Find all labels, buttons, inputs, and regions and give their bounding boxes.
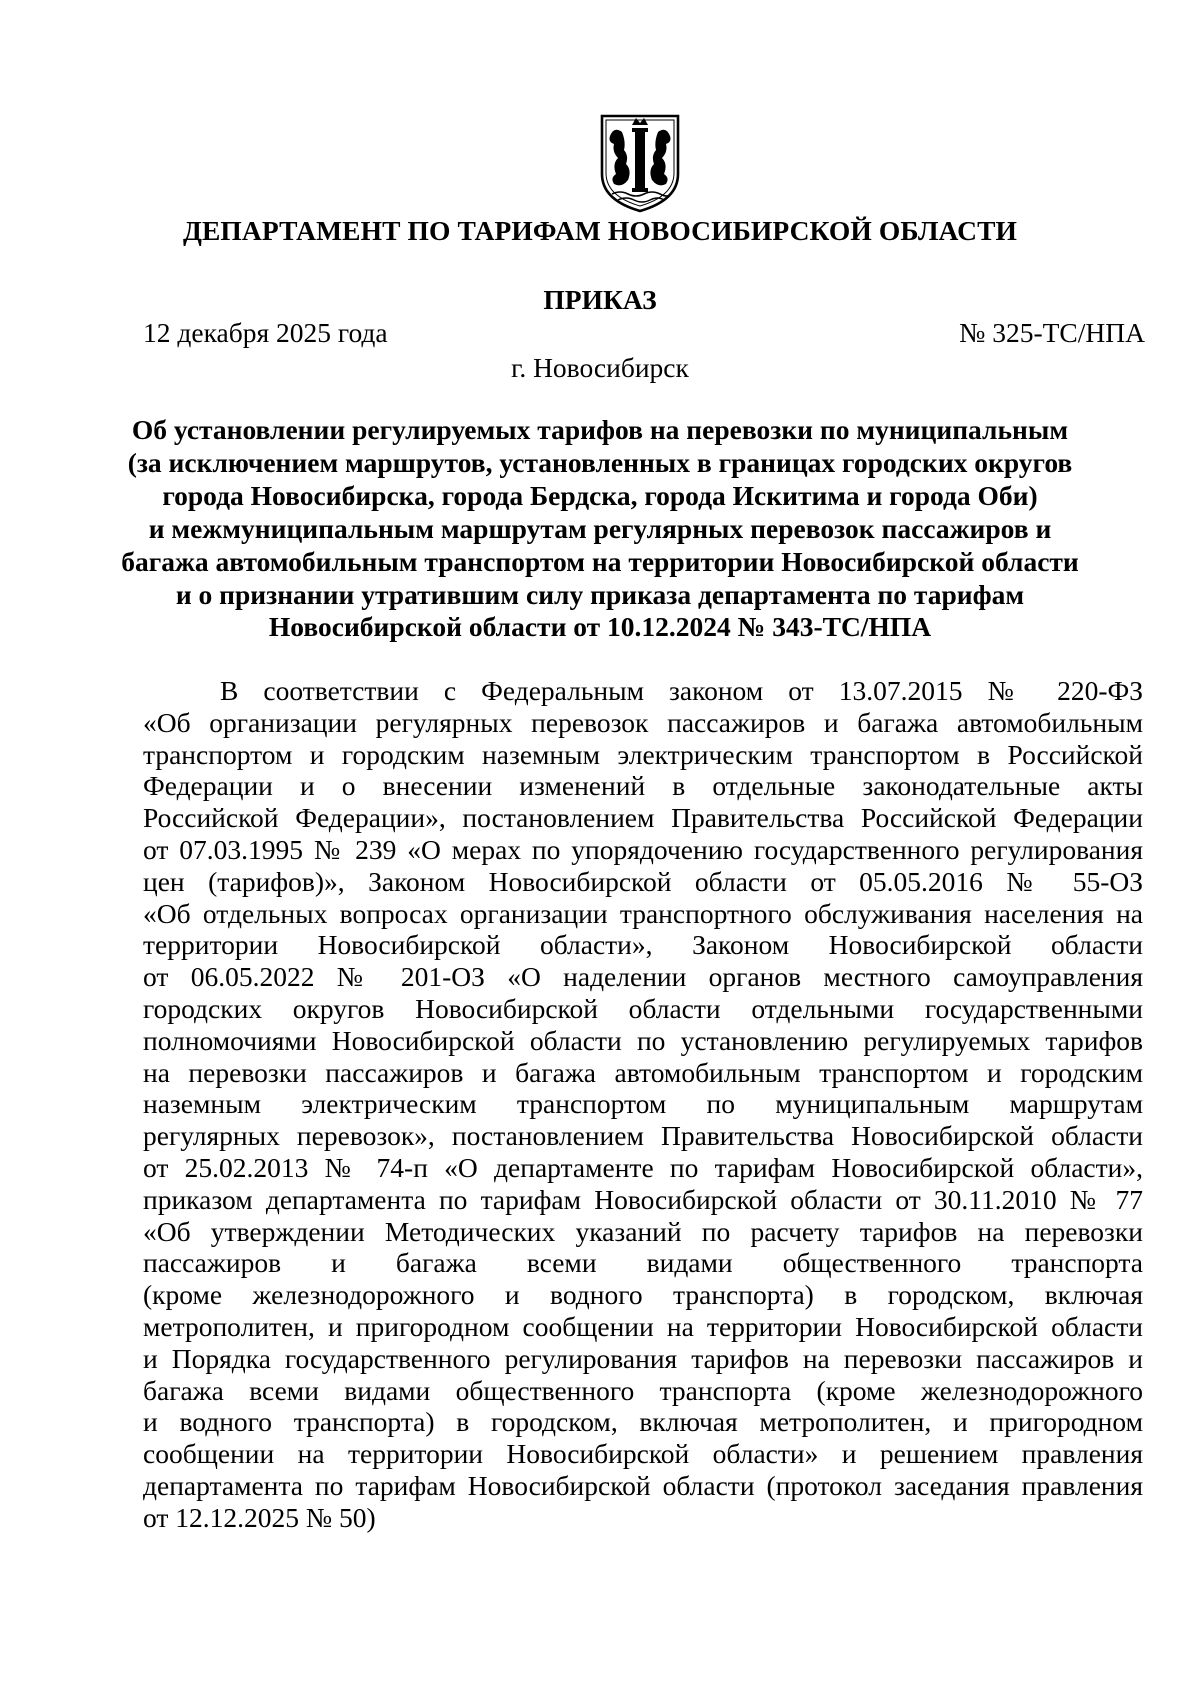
paragraph-line: от 07.03.1995 № 239 «О мерах по упорядочению государственного регулирования xyxy=(143,833,1143,865)
paragraph-line: багажа всеми видами общественного транспорта (кроме железнодорожного xyxy=(143,1374,1143,1406)
title-line: и межмуниципальным маршрутам регулярных перевозок пассажиров и xyxy=(148,512,1052,544)
paragraph-line: городских округов Новосибирской области отдельными государственными xyxy=(143,992,1143,1024)
title-line: города Новосибирска, города Бердска, города Искитима и города Оби) xyxy=(162,479,1038,511)
order-date: 12 декабря 2025 года xyxy=(143,317,388,348)
paragraph-line: на перевозки пассажиров и багажа автомобильным транспортом и городским xyxy=(143,1056,1143,1088)
paragraph-line: «Об утверждении Методических указаний по расчету тарифов на перевозки xyxy=(143,1215,1143,1247)
paragraph-line: полномочиями Новосибирской области по установлению регулируемых тарифов xyxy=(143,1024,1143,1056)
paragraph-line: Федерации и о внесении изменений в отдельные законодательные акты xyxy=(143,770,1143,802)
paragraph-line: сообщении на территории Новосибирской области» и решением правления xyxy=(143,1438,1143,1470)
paragraph-line: Российской Федерации», постановлением Правительства Российской Федерации xyxy=(143,802,1143,834)
paragraph-line: наземным электрическим транспортом по муниципальным маршрутам xyxy=(143,1088,1143,1120)
order-heading: ПРИКАЗ xyxy=(543,284,657,315)
paragraph-line: «Об организации регулярных перевозок пассажиров и багажа автомобильным xyxy=(143,706,1143,738)
paragraph-line: (кроме железнодорожного и водного транспорта) в городском, включая xyxy=(143,1279,1143,1311)
paragraph-line: приказом департамента по тарифам Новосибирской области от 30.11.2010 № 77 xyxy=(143,1183,1143,1215)
paragraph-line: и водного транспорта) в городском, включая метрополитен, и пригородном xyxy=(143,1406,1143,1438)
title-line: Об установлении регулируемых тарифов на перевозки по муниципальным xyxy=(131,414,1069,445)
preamble-paragraph xyxy=(143,675,1143,1534)
paragraph-line: В соответствии с Федеральным законом от 13.07.2015 № 220-ФЗ xyxy=(220,675,1143,706)
paragraph-line: метрополитен, и пригородном сообщении на территории Новосибирской области xyxy=(143,1310,1143,1342)
paragraph-line: «Об отдельных вопросах организации транспортного обслуживания населения на xyxy=(143,897,1143,929)
paragraph-line: от 12.12.2025 № 50) xyxy=(143,1501,376,1533)
order-city: г. Новосибирск xyxy=(511,352,689,383)
title-line: (за исключением маршрутов, установленных в границах городских округов xyxy=(127,446,1073,478)
order-number: № 325-ТС/НПА xyxy=(959,317,1145,348)
paragraph-line: цен (тарифов)», Законом Новосибирской области от 05.05.2016 № 55-ОЗ xyxy=(143,865,1143,897)
coat-of-arms-icon xyxy=(598,112,682,214)
paragraph-line: и Порядка государственного регулирования тарифов на перевозки пассажиров и xyxy=(143,1342,1143,1374)
paragraph-line: департамента по тарифам Новосибирской области (протокол заседания правления xyxy=(143,1469,1143,1501)
title-line: и о признании утратившим силу приказа департамента по тарифам xyxy=(175,578,1025,610)
paragraph-line: регулярных перевозок», постановлением Правительства Новосибирской области xyxy=(143,1120,1143,1152)
paragraph-line: территории Новосибирской области», Законом Новосибирской области xyxy=(143,929,1143,961)
paragraph-line: транспортом и городским наземным электрическим транспортом в Российской xyxy=(143,738,1143,770)
paragraph-line: пассажиров и багажа всеми видами общественного транспорта xyxy=(143,1247,1143,1279)
department-name: ДЕПАРТАМЕНТ ПО ТАРИФАМ НОВОСИБИРСКОЙ ОБЛАСТИ xyxy=(182,215,1018,246)
title-line: Новосибирской области от 10.12.2024 № 343-ТС/НПА xyxy=(268,611,932,643)
paragraph-line: от 25.02.2013 № 74-п «О департаменте по тарифам Новосибирской области», xyxy=(143,1151,1143,1183)
title-line: багажа автомобильным транспортом на территории Новосибирской области xyxy=(121,545,1079,577)
document-title xyxy=(100,414,1100,644)
paragraph-line: от 06.05.2022 № 201-ОЗ «О наделении органов местного самоуправления xyxy=(143,961,1143,993)
